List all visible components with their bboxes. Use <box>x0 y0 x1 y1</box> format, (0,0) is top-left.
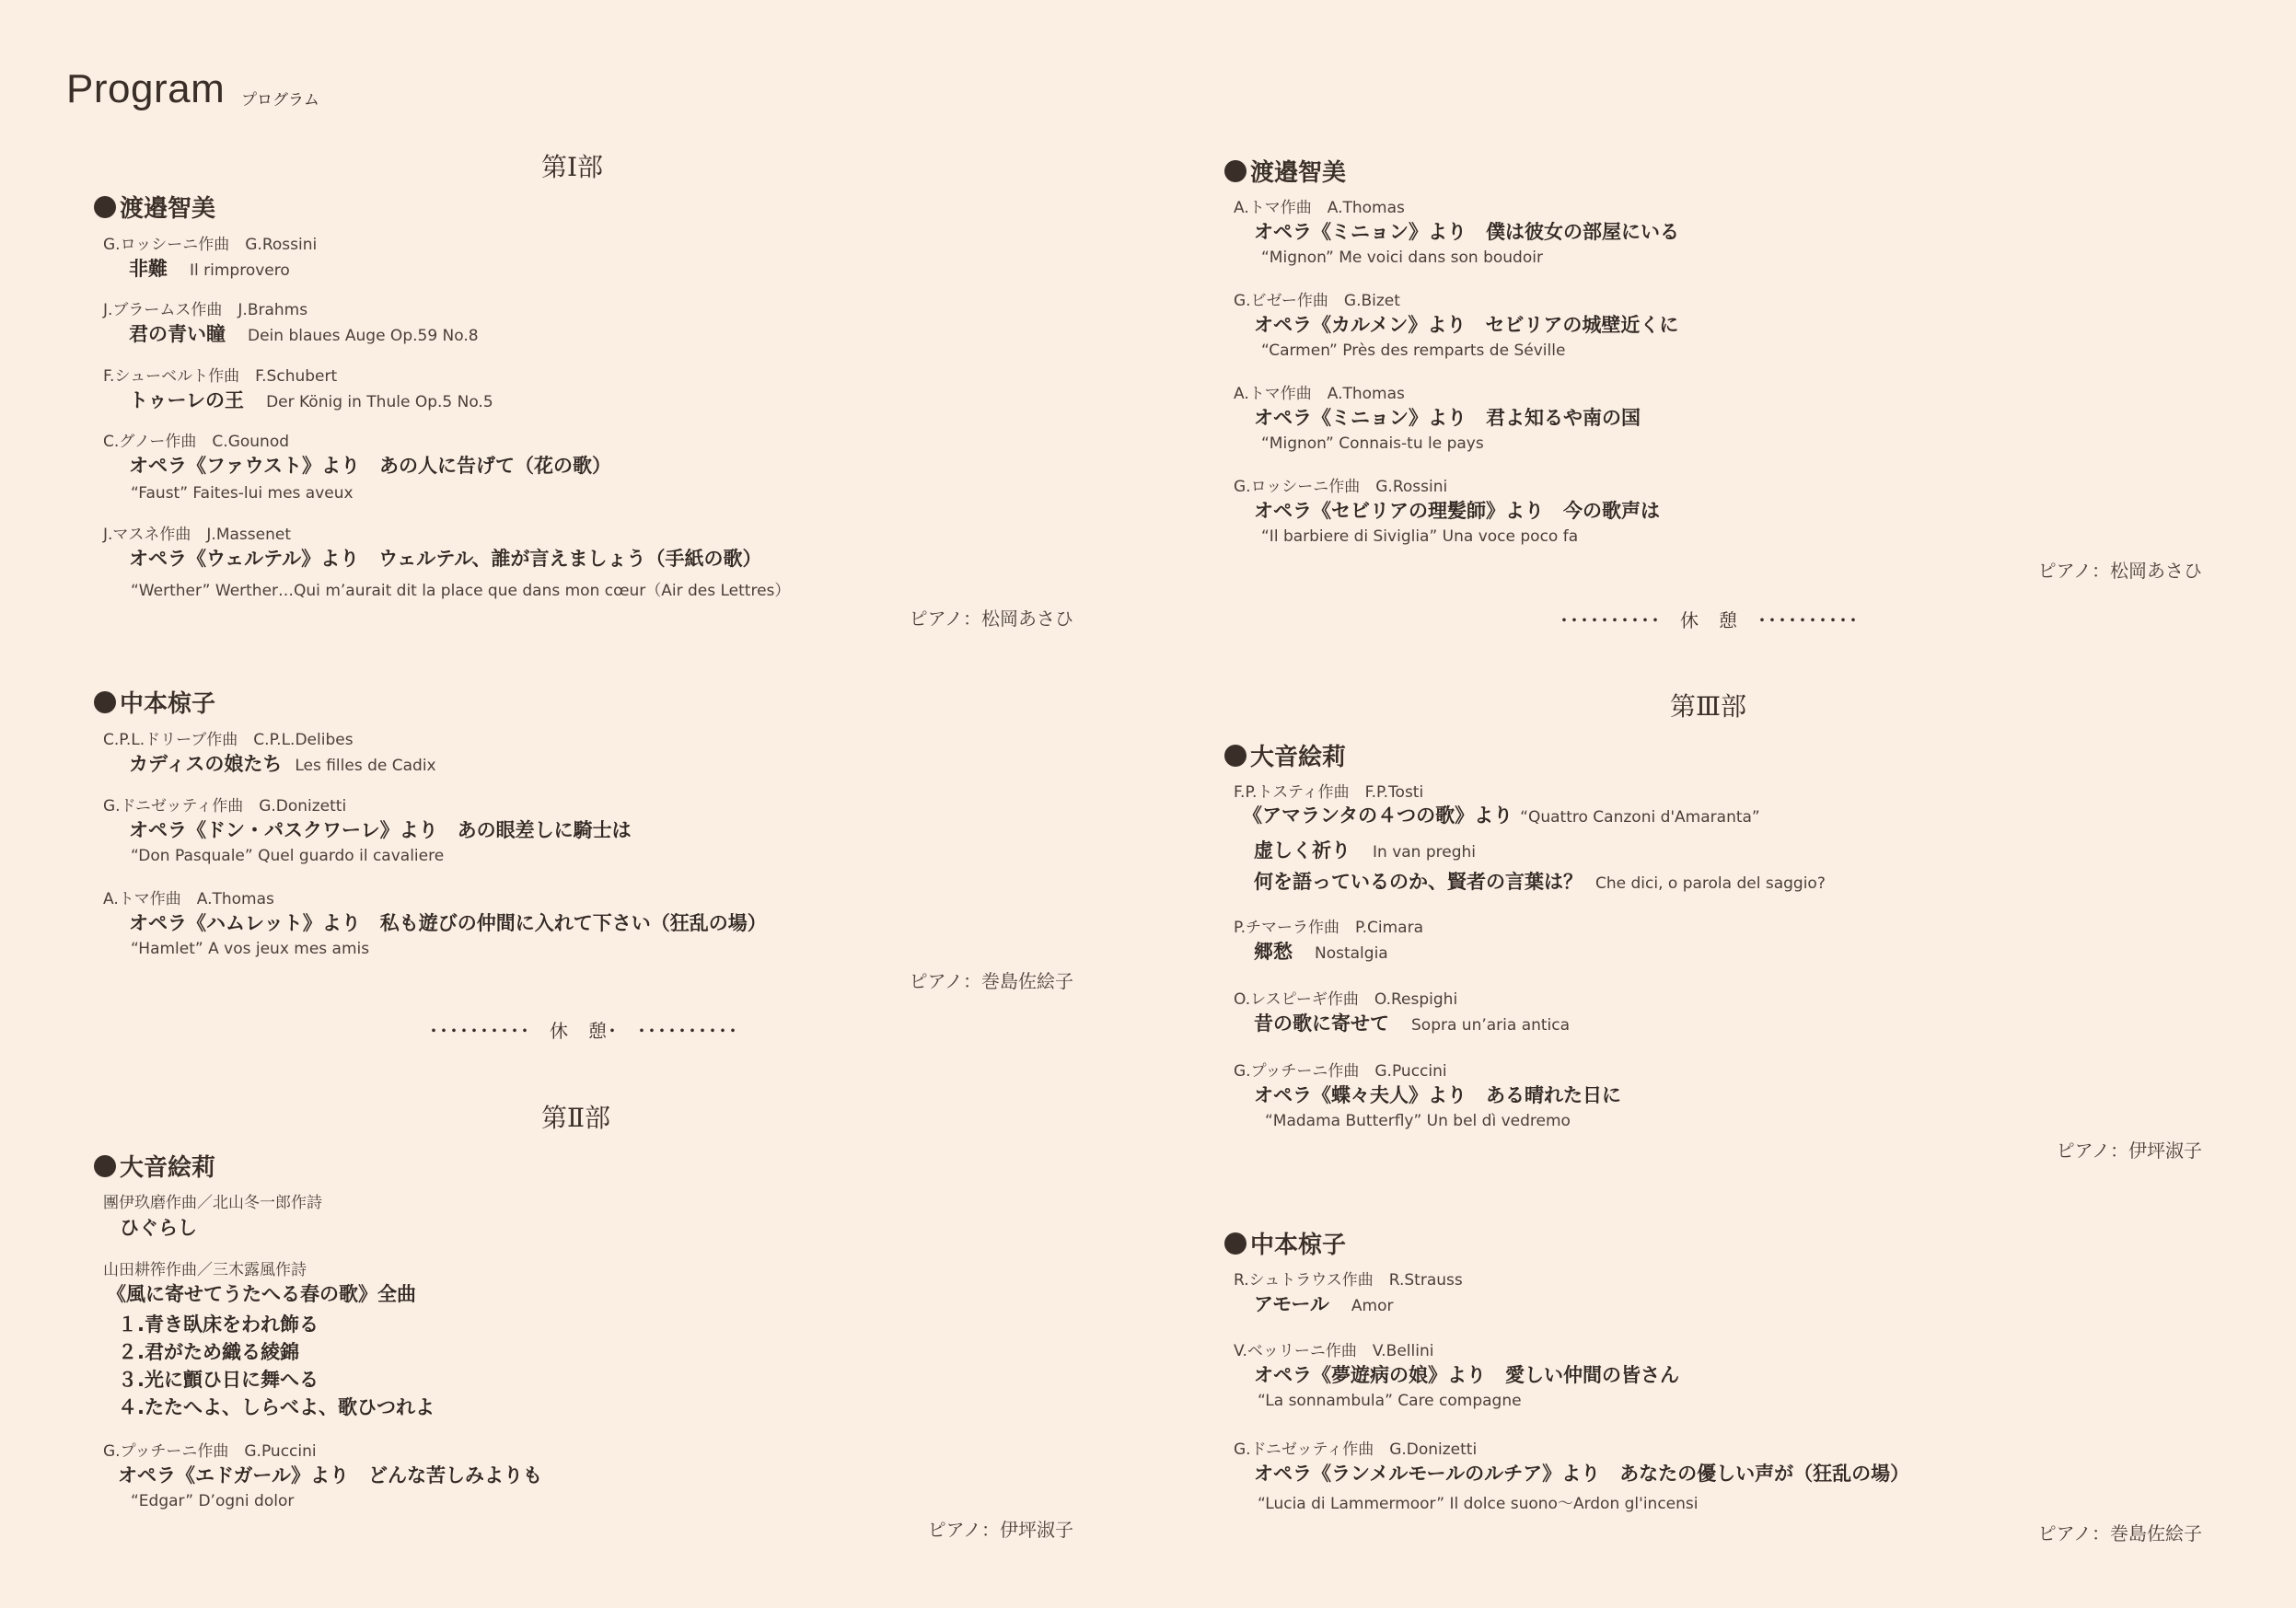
composer-line: P.チマーラ作曲 P.Cimara <box>1234 919 1423 937</box>
performer-heading <box>1224 738 1346 772</box>
song-original-title: “Lucia di Lammermoor” Il dolce suono～Ardon gl'incensi <box>1258 1495 1699 1513</box>
song-cycle-title: 《アマランタの４つの歌》より <box>1243 804 1513 827</box>
song-title: オペラ《セビリアの理髪師》より 今の歌声は <box>1254 500 1660 522</box>
song-original-title: Che dici, o parola del saggio? <box>1595 874 1826 893</box>
intermission: ･･････････ 休 憩 ･･････････ <box>1560 609 1859 631</box>
song-cycle-item: ３.光に顫ひ日に舞へる <box>118 1369 319 1391</box>
song-original-title: “Don Pasquale” Quel guardo il cavaliere <box>131 847 445 865</box>
song-line <box>129 319 479 347</box>
song-title: 君の青い瞳 <box>129 323 226 345</box>
composer-line: G.ロッシーニ作曲 G.Rossini <box>103 236 318 254</box>
song-original-title: Nostalgia <box>1315 944 1388 963</box>
song-line <box>129 386 493 413</box>
song-original-title: “Mignon” Me voici dans son boudoir <box>1261 249 1543 267</box>
composer-line: G.ドニゼッティ作曲 G.Donizetti <box>103 797 347 816</box>
song-cycle-item: １.青き臥床をわれ飾る <box>118 1313 319 1336</box>
pianist-credit: ピアノ：伊坪淑子 <box>2056 1139 2202 1162</box>
bullet-icon <box>94 691 116 713</box>
composer-line: C.P.L.ドリーブ作曲 C.P.L.Delibes <box>103 731 354 749</box>
song-title: オペラ《ファウスト》より あの人に告げて（花の歌） <box>129 455 611 477</box>
song-line <box>1254 937 1388 965</box>
pianist-credit: ピアノ：巻島佐絵子 <box>2037 1522 2202 1544</box>
song-title: オペラ《ウェルテル》より ウェルテル、誰が言えましょう（手紙の歌） <box>129 548 762 570</box>
song-cycle-item: ４.たたへよ、しらべよ、歌ひつれよ <box>118 1396 435 1418</box>
part-1-heading: 第Ⅰ部 <box>541 152 604 182</box>
song-title: 虚しく祈り <box>1254 839 1351 862</box>
pianist-credit: ピアノ：松岡あさひ <box>909 607 1073 630</box>
song-title: オペラ《カルメン》より セビリアの城壁近くに <box>1254 314 1679 336</box>
performer-name: 中本椋子 <box>120 690 216 718</box>
performer-name: 渡邉智美 <box>120 195 216 223</box>
performer-name: 大音絵莉 <box>1250 744 1347 771</box>
composer-line: A.トマ作曲 A.Thomas <box>1234 385 1405 403</box>
song-title: オペラ《ミニョン》より 君よ知るや南の国 <box>1254 407 1641 429</box>
song-title: 非難 <box>129 258 168 280</box>
song-title: オペラ《ハムレット》より 私も遊びの仲間に入れて下さい（狂乱の場） <box>129 912 767 934</box>
pianist-credit: ピアノ：伊坪淑子 <box>927 1519 1073 1541</box>
song-title: ひぐらし <box>120 1217 197 1239</box>
song-original-title: “Madama Butterfly” Un bel dì vedremo <box>1265 1112 1571 1130</box>
song-original-title: “Faust” Faites-lui mes aveux <box>131 484 354 503</box>
performer-name: 中本椋子 <box>1250 1232 1347 1259</box>
composer-line: F.シューベルト作曲 F.Schubert <box>103 367 338 386</box>
song-line <box>129 254 290 282</box>
composer-line: G.プッチーニ作曲 G.Puccini <box>103 1442 317 1461</box>
song-original-title: Amor <box>1351 1297 1394 1315</box>
bullet-icon <box>94 196 116 218</box>
composer-line: A.トマ作曲 A.Thomas <box>1234 199 1405 217</box>
song-title: オペラ《ランメルモールのルチア》より あなたの優しい声が（狂乱の場） <box>1254 1463 1910 1485</box>
composer-line: F.P.トスティ作曲 F.P.Tosti <box>1234 783 1424 802</box>
song-original-title: “La sonnambula” Care compagne <box>1258 1392 1522 1410</box>
song-original-title: “Quattro Canzoni d'Amaranta” <box>1520 808 1760 827</box>
page-title: Program <box>66 66 226 111</box>
composer-line: R.シュトラウス作曲 R.Strauss <box>1234 1271 1463 1290</box>
composer-line: J.ブラームス作曲 J.Brahms <box>103 301 308 319</box>
performer-heading <box>1224 1226 1346 1260</box>
bullet-icon <box>1224 745 1247 767</box>
song-original-title: Dein blaues Auge Op.59 No.8 <box>248 327 479 345</box>
part-3-heading: 第Ⅲ部 <box>1670 691 1747 722</box>
song-line <box>1254 1290 1394 1317</box>
song-original-title: Il rimprovero <box>190 261 290 280</box>
composer-line: G.プッチーニ作曲 G.Puccini <box>1234 1062 1447 1081</box>
song-original-title: Sopra un’aria antica <box>1411 1016 1571 1035</box>
song-line <box>129 749 436 777</box>
performer-heading <box>94 685 215 719</box>
song-title: オペラ《ドン・パスクワーレ》より あの眼差しに騎士は <box>129 819 632 841</box>
song-title: カディスの娘たち <box>129 753 283 775</box>
page-subtitle: プログラム <box>241 91 319 110</box>
song-title: 郷愁 <box>1254 941 1293 963</box>
song-original-title: “Carmen” Près des remparts de Séville <box>1261 341 1566 360</box>
song-title: 昔の歌に寄せて <box>1254 1012 1389 1035</box>
part-2-heading: 第Ⅱ部 <box>541 1103 611 1133</box>
song-cycle-title: 《風に寄せてうたへる春の歌》全曲 <box>107 1283 416 1305</box>
song-original-title: Les filles de Cadix <box>295 757 436 775</box>
song-original-title: “Hamlet” A vos jeux mes amis <box>131 940 370 958</box>
pianist-credit: ピアノ：巻島佐絵子 <box>909 970 1073 992</box>
performer-heading <box>94 1149 215 1183</box>
song-title: トゥーレの王 <box>129 389 245 411</box>
song-line <box>1243 801 1760 828</box>
performer-name: 大音絵莉 <box>120 1154 216 1182</box>
composer-line: C.グノー作曲 C.Gounod <box>103 433 290 451</box>
composer-line: J.マスネ作曲 J.Massenet <box>103 526 291 544</box>
performer-heading <box>94 190 215 224</box>
song-title: オペラ《エドガール》より どんな苦しみよりも <box>118 1464 542 1487</box>
song-original-title: “Mignon” Connais-tu le pays <box>1261 434 1484 453</box>
song-cycle-item: ２.君がため織る綾錦 <box>118 1341 299 1363</box>
intermission: ･･････････ 休 憩･ ･･････････ <box>429 1020 738 1042</box>
song-original-title: Der König in Thule Op.5 No.5 <box>266 393 493 411</box>
song-line <box>1254 836 1476 863</box>
composer-line: A.トマ作曲 A.Thomas <box>103 890 274 908</box>
song-line <box>1254 867 1826 895</box>
bullet-icon <box>1224 1232 1247 1255</box>
composer-line: 山田耕筰作曲／三木露風作詩 <box>103 1261 307 1279</box>
composer-line: G.ドニゼッティ作曲 G.Donizetti <box>1234 1440 1478 1459</box>
song-title: オペラ《蝶々夫人》より ある晴れた日に <box>1254 1084 1621 1106</box>
composer-line: G.ロッシーニ作曲 G.Rossini <box>1234 478 1448 496</box>
song-title: オペラ《ミニョン》より 僕は彼女の部屋にいる <box>1254 221 1679 243</box>
bullet-icon <box>1224 160 1247 182</box>
composer-line: 團伊玖磨作曲／北山冬一郎作詩 <box>103 1194 322 1212</box>
composer-line: V.ベッリーニ作曲 V.Bellini <box>1234 1342 1434 1360</box>
performer-name: 渡邉智美 <box>1250 159 1347 187</box>
song-title: アモール <box>1254 1293 1329 1315</box>
song-original-title: “Il barbiere di Siviglia” Una voce poco fa <box>1261 527 1579 546</box>
song-original-title: In van preghi <box>1373 843 1477 862</box>
performer-heading <box>1224 154 1346 188</box>
song-original-title: “Werther” Werther…Qui m’aurait dit la place que dans mon cœur（Air des Lettres） <box>131 582 791 600</box>
composer-line: O.レスピーギ作曲 O.Respighi <box>1234 990 1458 1009</box>
song-title: オペラ《夢遊病の娘》より 愛しい仲間の皆さん <box>1254 1364 1679 1386</box>
song-line <box>1254 1009 1570 1036</box>
song-original-title: “Edgar” D’ogni dolor <box>131 1492 295 1510</box>
pianist-credit: ピアノ：松岡あさひ <box>2037 560 2202 582</box>
song-title: 何を語っているのか、賢者の言葉は？ <box>1254 871 1583 893</box>
composer-line: G.ビゼー作曲 G.Bizet <box>1234 292 1400 310</box>
bullet-icon <box>94 1155 116 1177</box>
